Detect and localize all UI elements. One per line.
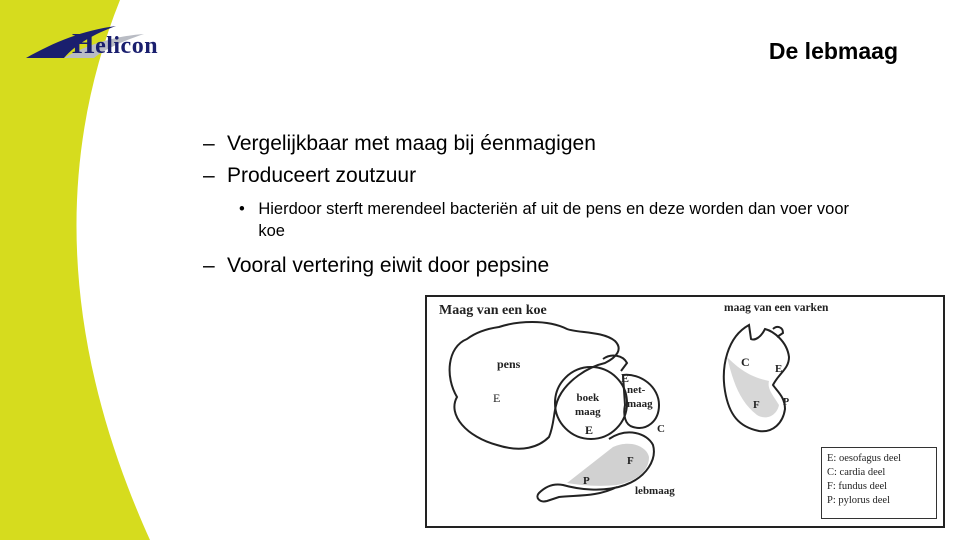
bullet-item: – Vooral vertering eiwit door pepsine (203, 254, 550, 277)
label-netmaag: net- maag (627, 384, 653, 410)
bullet-list (203, 128, 859, 282)
label-boekmaag: boek maag (575, 392, 601, 418)
label-f-cow: F (627, 455, 634, 467)
label-pens: pens (497, 357, 521, 371)
legend-item: E: oesofagus deel (827, 453, 902, 464)
legend-item: F: fundus deel (827, 481, 888, 492)
label-lebmaag: lebmaag (635, 485, 675, 497)
helicon-logo-text: Helicon (72, 28, 159, 60)
diagram-legend (821, 447, 937, 519)
label-c-cow: C (657, 423, 665, 435)
sub-bullet-item: • Hierdoor sterft merendeel bacteriën af uit de pens en deze worden dan voer voor koe (239, 200, 849, 240)
bullet-item: – Produceert zoutzuur (203, 164, 417, 187)
pig-figure-title: maag van een varken (724, 302, 829, 314)
label-c-pig: C (741, 355, 750, 369)
label-e-pens: E (493, 391, 501, 405)
label-f-pig: F (753, 399, 760, 411)
legend-item: C: cardia deel (827, 467, 886, 478)
bullet-item: – Vergelijkbaar met maag bij éenmagigen (203, 132, 596, 155)
label-p-pig: P (783, 397, 790, 408)
label-e-top: E (621, 371, 630, 385)
label-p-cow: P (583, 475, 590, 487)
legend-item: P: pylorus deel (827, 495, 890, 506)
slide-title: De lebmaag (768, 38, 898, 64)
label-e-boekmaag: E (585, 423, 594, 437)
stomach-diagram (425, 295, 945, 528)
label-e-pig: E (775, 363, 783, 375)
cow-figure-title: Maag van een koe (439, 303, 547, 318)
